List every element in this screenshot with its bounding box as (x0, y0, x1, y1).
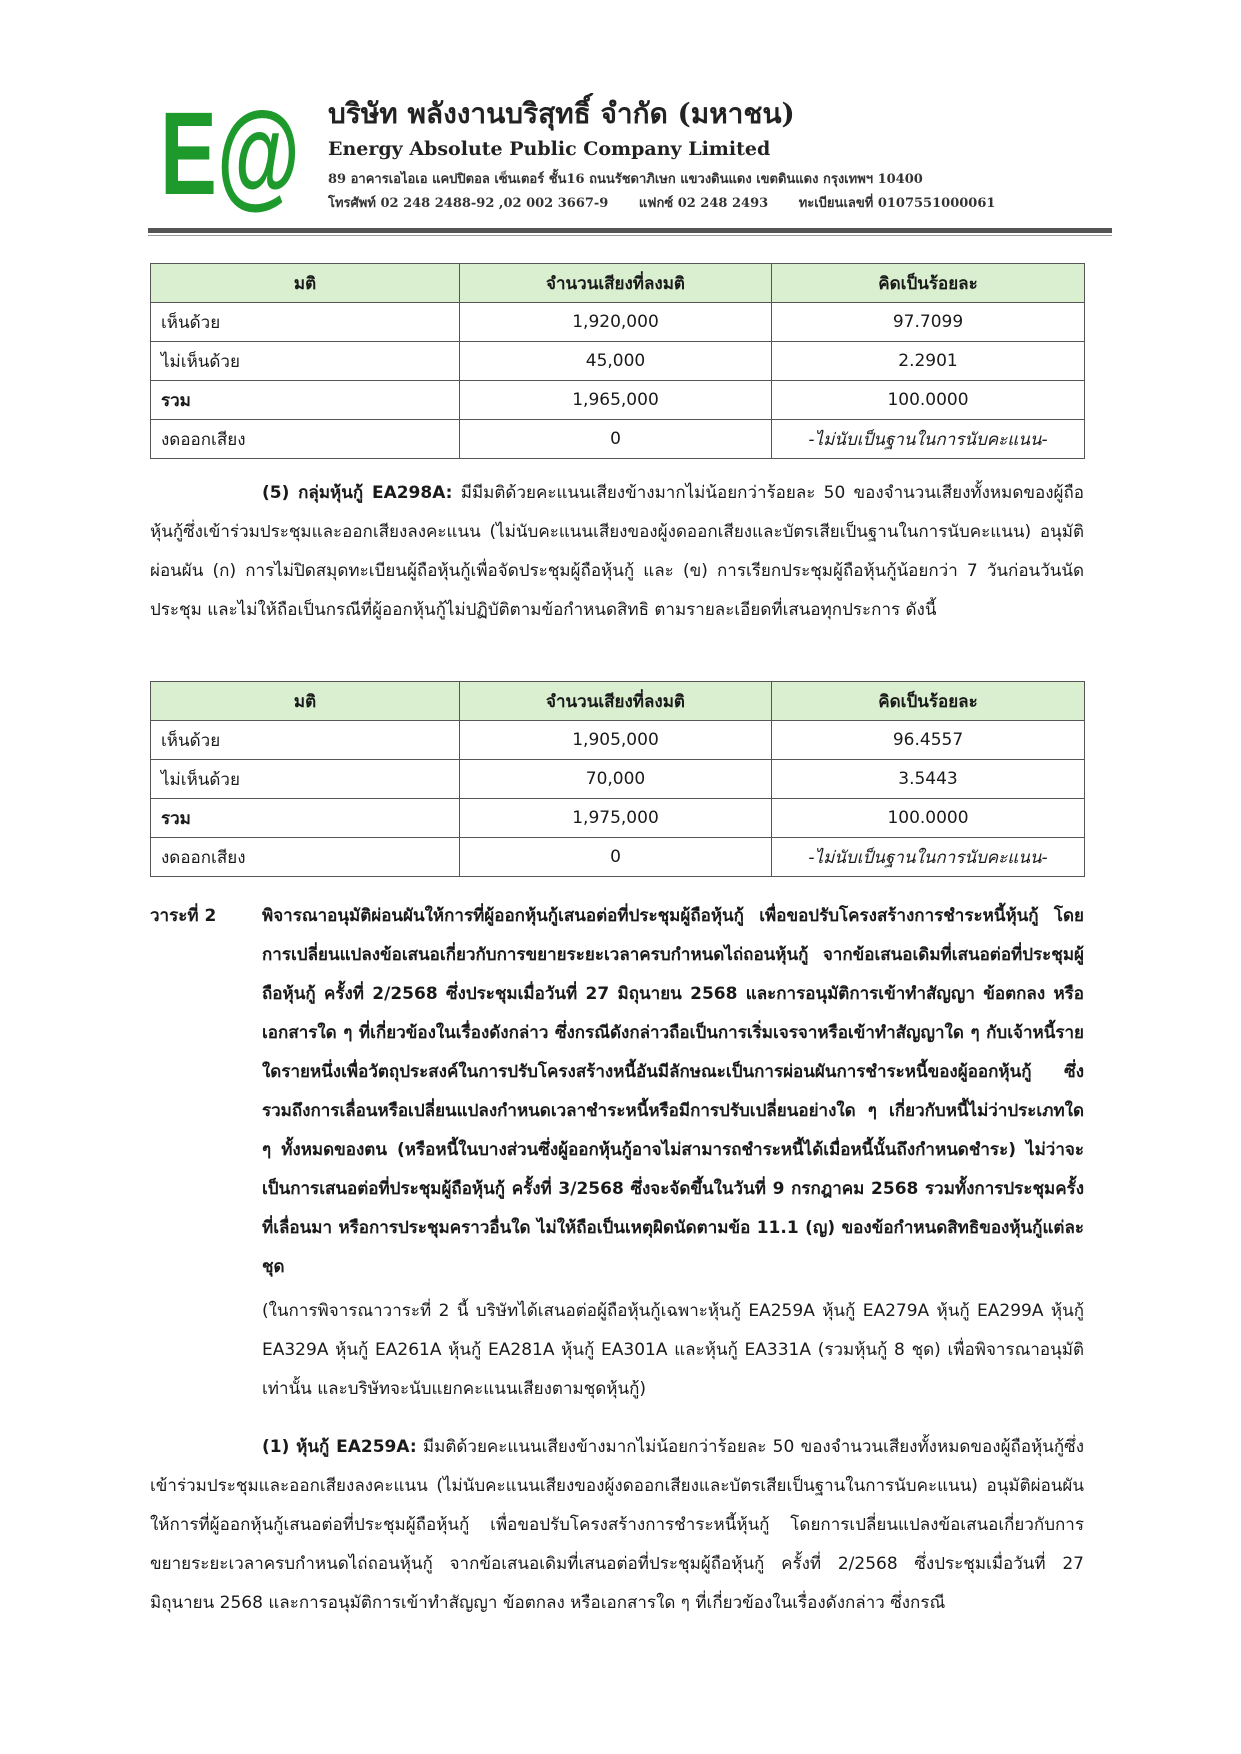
row-votes: 1,965,000 (460, 381, 772, 420)
table-row (151, 799, 1085, 838)
header-votes: จำนวนเสียงที่ลงมติ (460, 682, 772, 721)
company-logo (160, 88, 300, 220)
paragraph-ea298a (150, 474, 1084, 630)
header-votes: จำนวนเสียงที่ลงมติ (460, 264, 772, 303)
table-row (151, 420, 1085, 459)
header-percent: คิดเป็นร้อยละ (772, 682, 1085, 721)
vote-table-1 (150, 263, 1085, 459)
agenda-text: พิจารณาอนุมัติผ่อนผันให้การที่ผู้ออกหุ้นกู้เสนอต่อที่ประชุมผู้ถือหุ้นกู้ เพื่อขอปรับโครงสร้างการชำระหนี้หุ้นกู้ โดยการเปลี่ยนแปลงข้อเสนอเกี่ยวกับการขยายระยะเวลาครบกำหนดไถ่ถอนหุ้นกู้ จากข้อเสนอเดิมที่เสนอต่อที่ประชุมผู้ถือหุ้นกู้ ครั้งที่ 2/2568 ซึ่งประชุมเมื่อวันที่ 27 มิถุนายน 2568 และการอนุมัติการเข้าทำสัญญา ข้อตกลง หรือเอกสารใด ๆ ที่เกี่ยวข้องในเรื่องดังกล่าว ซึ่งกรณีดังกล่าวถือเป็นการเริ่มเจรจาหรือเข้าทำสัญญาใด ๆ กับเจ้าหนี้รายใดรายหนึ่งเพื่อวัตถุประสงค์ในการปรับโครงสร้างหนี้อันมีลักษณะเป็นการผ่อนผันการชำระหนี้ของผู้ออกหุ้นกู้ ซึ่งรวมถึงการเลื่อนหรือเปลี่ยนแปลงกำหนดเวลาชำระหนี้หรือมีการปรับเปลี่ยนอย่างใด ๆ เกี่ยวกับหนี้ไม่ว่าประเภทใด ๆ ทั้งหมดของตน (หรือหนี้ในบางส่วนซึ่งผู้ออกหุ้นกู้อาจไม่สามารถชำระหนี้ได้เมื่อหนี้นั้นถึงกำหนดชำระ) ไม่ว่าจะเป็นการเสนอต่อที่ประชุมผู้ถือหุ้นกู้ ครั้งที่ 3/2568 ซึ่งจะจัดขึ้นในวันที่ 9 กรกฎาคม 2568 รวมทั้งการประชุมครั้งที่เลื่อนมา หรือการประชุมคราวอื่นใด ไม่ให้ถือเป็นเหตุผิดนัดตามข้อ 11.1 (ญ) ของข้อกำหนดสิทธิของหุ้นกู้แต่ละชุด (262, 906, 1084, 1277)
table-row (151, 381, 1085, 420)
row-label: งดออกเสียง (151, 838, 460, 877)
row-percent: 3.5443 (772, 760, 1085, 799)
row-votes: 1,975,000 (460, 799, 772, 838)
phone-number: โทรศัพท์ 02 248 2488-92 ,02 002 3667-9 (328, 196, 609, 211)
row-percent: -ไม่นับเป็นฐานในการนับคะแนน- (772, 838, 1085, 877)
row-label: ไม่เห็นด้วย (151, 342, 460, 381)
table-row (151, 760, 1085, 799)
header-divider-thin (148, 235, 1112, 236)
agenda-note: (ในการพิจารณาวาระที่ 2 นี้ บริษัทได้เสนอต่อผู้ถือหุ้นกู้เฉพาะหุ้นกู้ EA259A หุ้นกู้ EA279A หุ้นกู้ EA299A หุ้นกู้ EA329A หุ้นกู้ EA261A หุ้นกู้ EA281A หุ้นกู้ EA301A และหุ้นกู้ EA331A (รวมหุ้นกู้ 8 ชุด) เพื่อพิจารณาอนุมัติเท่านั้น และบริษัทจะนับแยกคะแนนเสียงตามชุดหุ้นกู้) (262, 1301, 1084, 1399)
table-row (151, 303, 1085, 342)
table-row (151, 342, 1085, 381)
row-label: รวม (151, 381, 460, 420)
header-resolution: มติ (151, 264, 460, 303)
table-header-row (151, 682, 1085, 721)
row-label: รวม (151, 799, 460, 838)
paragraph-body: มีมติด้วยคะแนนเสียงข้างมากไม่น้อยกว่าร้อยละ 50 ของจำนวนเสียงทั้งหมดของผู้ถือหุ้นกู้ซึ่งเข้าร่วมประชุมและออกเสียงลงคะแนน (ไม่นับคะแนนเสียงของผู้งดออกเสียงและบัตรเสียเป็นฐานในการนับคะแนน) อนุมัติผ่อนผันให้การที่ผู้ออกหุ้นกู้เสนอต่อที่ประชุมผู้ถือหุ้นกู้ เพื่อขอปรับโครงสร้างการชำระหนี้หุ้นกู้ โดยการเปลี่ยนแปลงข้อเสนอเกี่ยวกับการขยายระยะเวลาครบกำหนดไถ่ถอนหุ้นกู้ จากข้อเสนอเดิมที่เสนอต่อที่ประชุมผู้ถือหุ้นกู้ ครั้งที่ 2/2568 ซึ่งประชุมเมื่อวันที่ 27 มิถุนายน 2568 และการอนุมัติการเข้าทำสัญญา ข้อตกลง หรือเอกสารใด ๆ ที่เกี่ยวข้องในเรื่องดังกล่าว ซึ่งกรณี (150, 1437, 1084, 1613)
row-votes: 45,000 (460, 342, 772, 381)
paragraph-ea259a (150, 1428, 1084, 1623)
row-votes: 0 (460, 420, 772, 459)
row-percent: 97.7099 (772, 303, 1085, 342)
row-votes: 70,000 (460, 760, 772, 799)
table-header-row (151, 264, 1085, 303)
row-votes: 1,905,000 (460, 721, 772, 760)
row-label: เห็นด้วย (151, 303, 460, 342)
header-resolution: มติ (151, 682, 460, 721)
company-contact (328, 192, 1021, 213)
table-row (151, 838, 1085, 877)
header-divider (148, 228, 1112, 233)
logo-text: E@ (160, 88, 300, 220)
header-percent: คิดเป็นร้อยละ (772, 264, 1085, 303)
row-percent: 100.0000 (772, 799, 1085, 838)
row-votes: 0 (460, 838, 772, 877)
row-percent: 96.4557 (772, 721, 1085, 760)
row-votes: 1,920,000 (460, 303, 772, 342)
row-percent: 100.0000 (772, 381, 1085, 420)
row-percent: 2.2901 (772, 342, 1085, 381)
company-name-th: บริษัท พลังงานบริสุทธิ์ จำกัด (มหาชน) (328, 97, 795, 130)
company-address: 89 อาคารเอไอเอ แคปปิตอล เซ็นเตอร์ ชั้น16 ถนนรัชดาภิเษก แขวงดินแดง เขตดินแดง กรุงเทพฯ 10400 (328, 172, 923, 187)
table-row (151, 721, 1085, 760)
row-label: ไม่เห็นด้วย (151, 760, 460, 799)
row-percent: -ไม่นับเป็นฐานในการนับคะแนน- (772, 420, 1085, 459)
fax-number: แฟกซ์ 02 248 2493 (638, 196, 769, 211)
paragraph-lead: (1) หุ้นกู้ EA259A: (262, 1437, 417, 1457)
agenda-label: วาระที่ 2 (150, 906, 217, 926)
paragraph-lead: (5) กลุ่มหุ้นกู้ EA298A: (262, 483, 453, 503)
row-label: เห็นด้วย (151, 721, 460, 760)
vote-table-2 (150, 681, 1085, 877)
paragraph-body: มีมีมติด้วยคะแนนเสียงข้างมากไม่น้อยกว่าร้อยละ 50 ของจำนวนเสียงทั้งหมดของผู้ถือหุ้นกู้ซึ่งเข้าร่วมประชุมและออกเสียงลงคะแนน (ไม่นับคะแนนเสียงของผู้งดออกเสียงและบัตรเสียเป็นฐานในการนับคะแนน) อนุมัติผ่อนผัน (ก) การไม่ปิดสมุดทะเบียนผู้ถือหุ้นกู้เพื่อจัดประชุมผู้ถือหุ้นกู้ และ (ข) การเรียกประชุมผู้ถือหุ้นกู้น้อยกว่า 7 วันก่อนวันนัดประชุม และไม่ให้ถือเป็นกรณีที่ผู้ออกหุ้นกู้ไม่ปฏิบัติตามข้อกำหนดสิทธิ ตามรายละเอียดที่เสนอทุกประการ ดังนี้ (150, 483, 1084, 620)
registration-number: ทะเบียนเลขที่ 0107551000061 (798, 196, 996, 211)
letterhead (160, 88, 1120, 220)
row-label: งดออกเสียง (151, 420, 460, 459)
company-name-en: Energy Absolute Public Company Limited (328, 138, 771, 160)
